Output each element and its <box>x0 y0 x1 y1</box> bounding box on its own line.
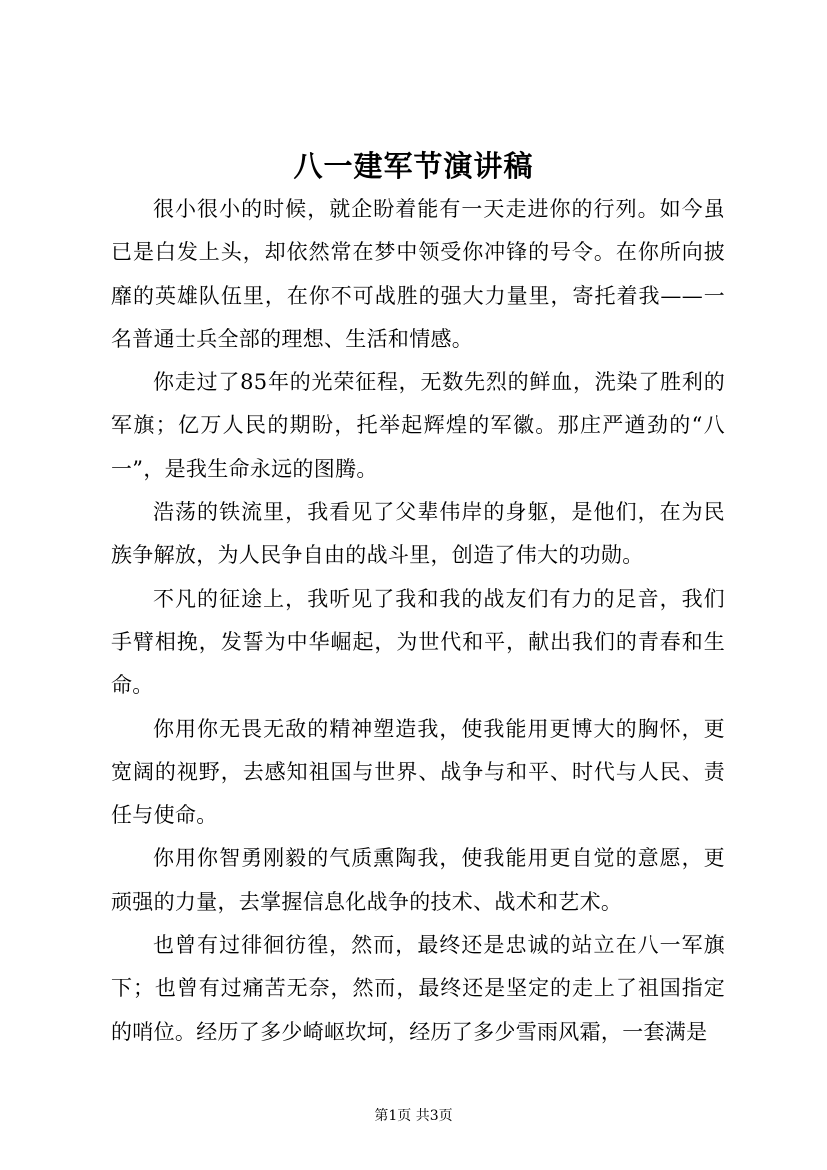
document-body <box>111 188 725 1054</box>
page-number-footer: 第1页 共3页 <box>374 1108 453 1124</box>
paragraph-3: 浩荡的铁流里，我看见了父辈伟岸的身躯，是他们，在为民族争解放，为人民争自由的战斗里，创造了伟大的功勋。 <box>111 500 725 568</box>
paragraph-5: 你用你无畏无敌的精神塑造我，使我能用更博大的胸怀，更宽阔的视野，去感知祖国与世界、战争与和平、时代与人民、责任与使命。 <box>111 716 725 828</box>
paragraph-1: 很小很小的时候，就企盼着能有一天走进你的行列。如今虽已是白发上头，却依然常在梦中领受你冲锋的号令。在你所向披靡的英雄队伍里，在你不可战胜的强大力量里，寄托着我——一名普通士兵全部的理想、生活和情感。 <box>111 197 725 351</box>
paragraph-2: 你走过了85年的光荣征程，无数先烈的鲜血，洗染了胜利的军旗；亿万人民的期盼，托举起辉煌的军徽。那庄严遒劲的“八一”，是我生命永远的图腾。 <box>111 370 725 481</box>
paragraph-7: 也曾有过徘徊彷徨，然而，最终还是忠诚的站立在八一军旗下；也曾有过痛苦无奈，然而，最终还是坚定的走上了祖国指定的哨位。经历了多少崎岖坎坷，经历了多少雪雨风霜，一套满是 <box>111 933 725 1044</box>
document-title: 八一建军节演讲稿 <box>293 149 534 183</box>
paragraph-6: 你用你智勇刚毅的气质熏陶我，使我能用更自觉的意愿，更顽强的力量，去掌握信息化战争的技术、战术和艺术。 <box>111 846 725 914</box>
paragraph-4: 不凡的征途上，我听见了我和我的战友们有力的足音，我们手臂相挽，发誓为中华崛起，为世代和平，献出我们的青春和生命。 <box>111 586 725 698</box>
